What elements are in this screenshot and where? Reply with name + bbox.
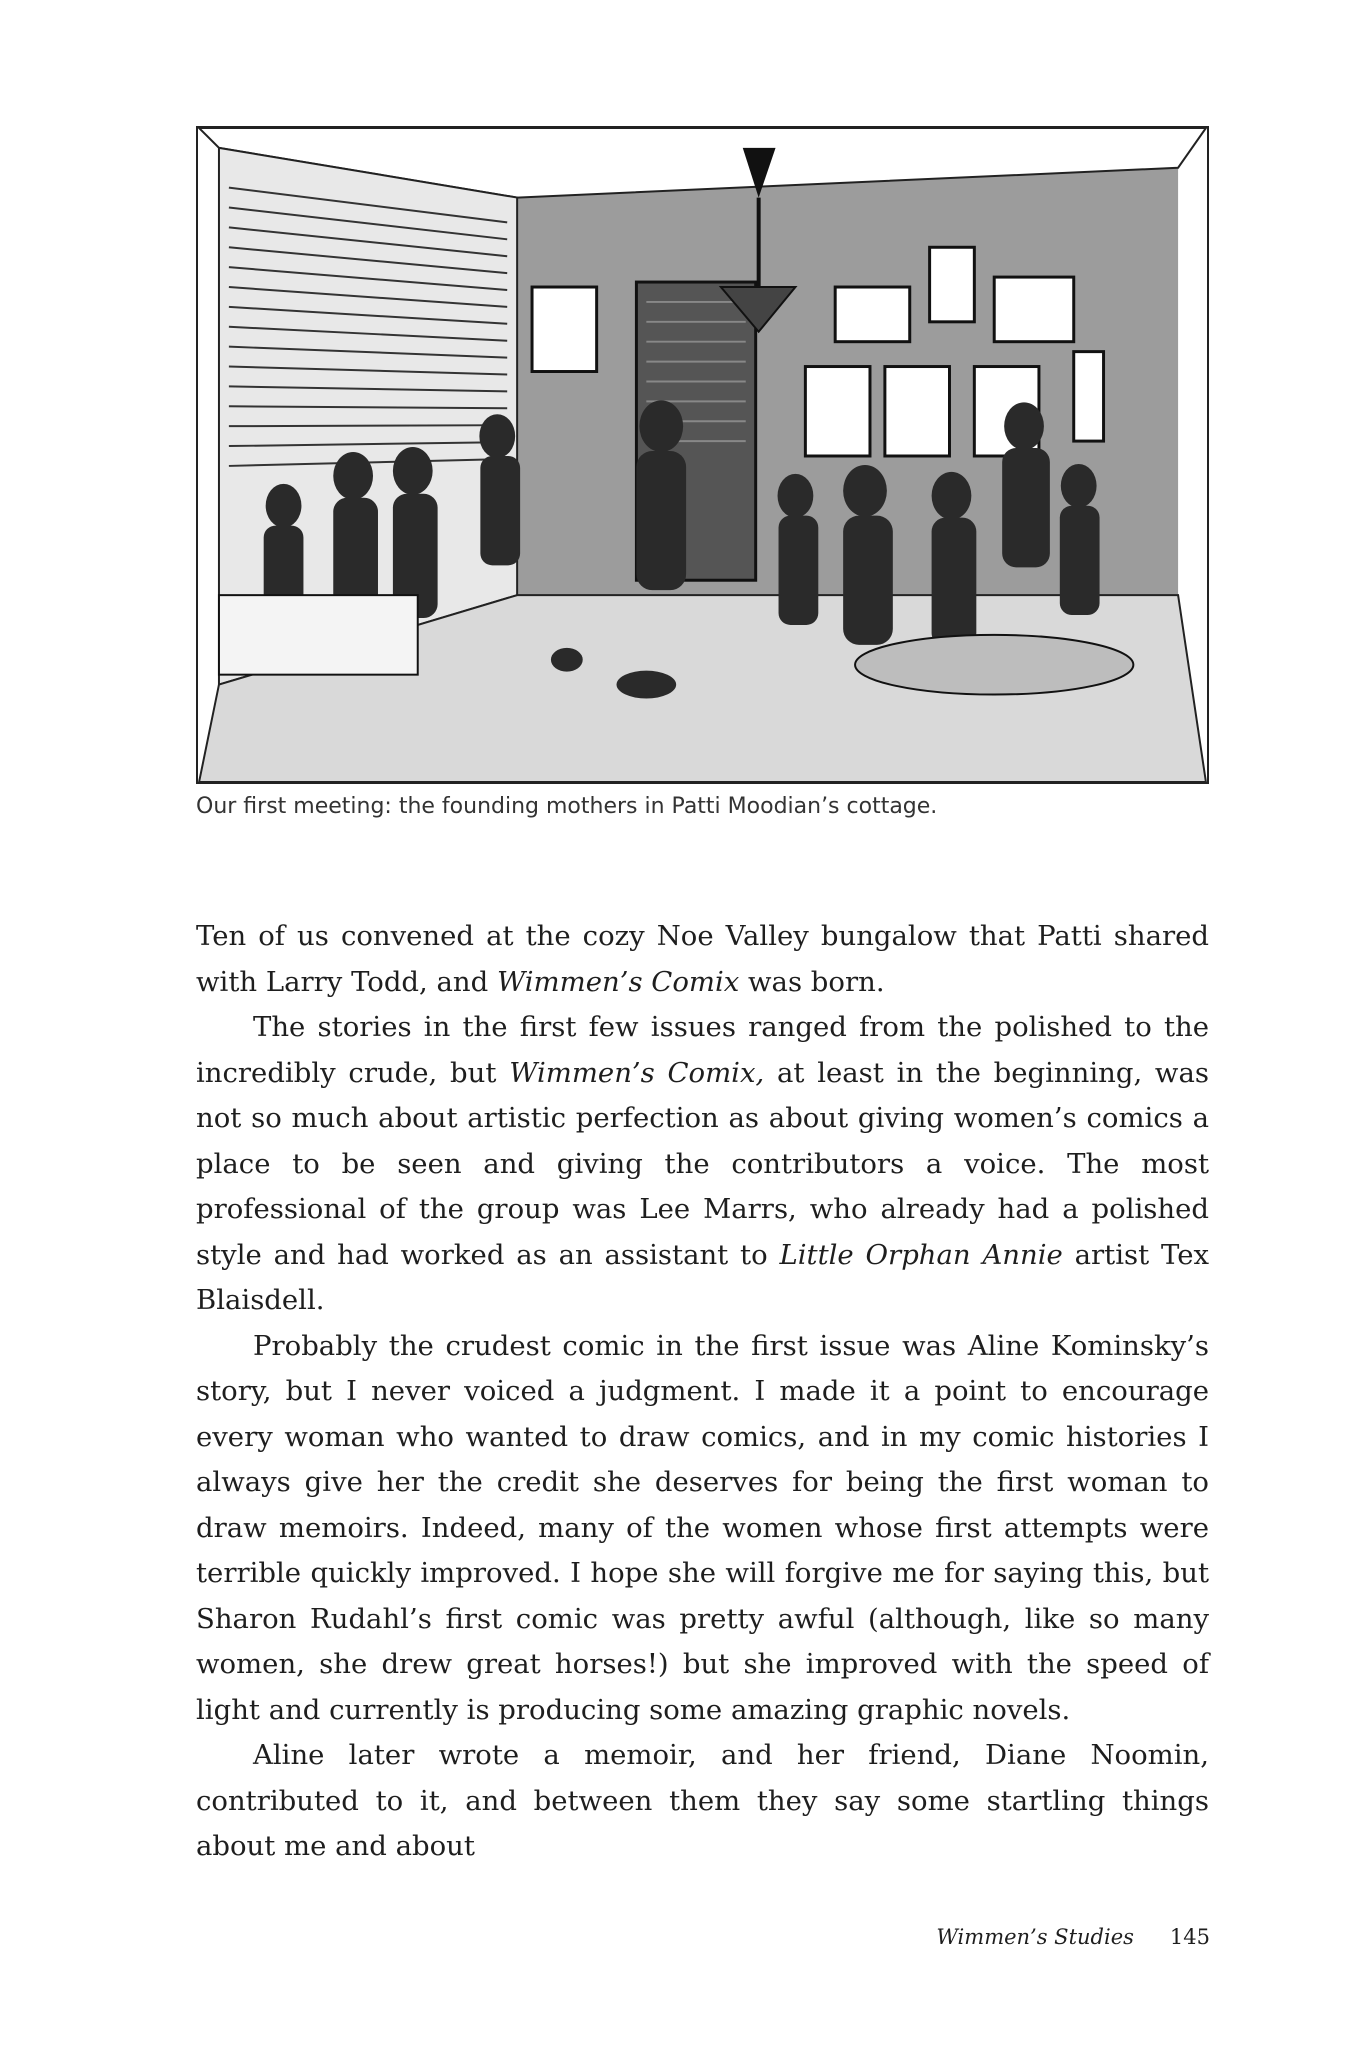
paragraph-1 [196,914,1209,1005]
p1-text-a: Ten of us convened at the cozy Noe Valley bungalow that Patti shared with Larry Todd, and [196,920,1209,998]
p2-text-c: artist Tex Blaisdell. [196,1238,1209,1316]
p1-text-b: was born. [739,965,885,998]
running-head: Wimmen’s Studies [936,1925,1134,1949]
illustration [196,126,1209,784]
p2-text-b: at least in the beginning, was not so much about artistic perfection as about giving women’s comics a place to be seen and giving the contributors a voice. The most professional of the group was Lee Marrs, who already had a polished style and had worked as an assistant to [196,1056,1209,1271]
room-illustration [198,128,1207,782]
p2-title-2: Little Orphan Annie [779,1238,1063,1271]
p2-text-a: The stories in the first few issues ranged from the polished to the incredibly crude, but [196,1011,1209,1089]
paragraph-2 [196,1005,1209,1324]
p2-title: Wimmen’s Comix, [509,1056,765,1089]
p1-title: Wimmen’s Comix [496,965,740,998]
page-number: 145 [1169,1925,1210,1949]
paragraph-4: Aline later wrote a memoir, and her friend, Diane Noomin, contributed to it, and between them they say some startling things about me and about [196,1739,1209,1862]
figure-caption: Our first meeting: the founding mothers in Patti Moodian’s cottage. [196,794,938,819]
paragraph-3: Probably the crudest comic in the first issue was Aline Kominsky’s story, but I never voiced a judgment. I made it a point to encourage every woman who wanted to draw comics, and in my comic histories I always give her the credit she deserves for being the first woman to draw memoirs. Indeed, many of the women whose first attempts were terrible quickly improved. I hope she will forgive me for saying this, but Sharon Rudahl’s first comic was pretty awful (although, like so many women, she drew great horses!) but she improved with the speed of light and currently is producing some amazing graphic novels. [196,1329,1209,1726]
page-footer [936,1925,1210,1949]
body-text [196,914,1209,1870]
